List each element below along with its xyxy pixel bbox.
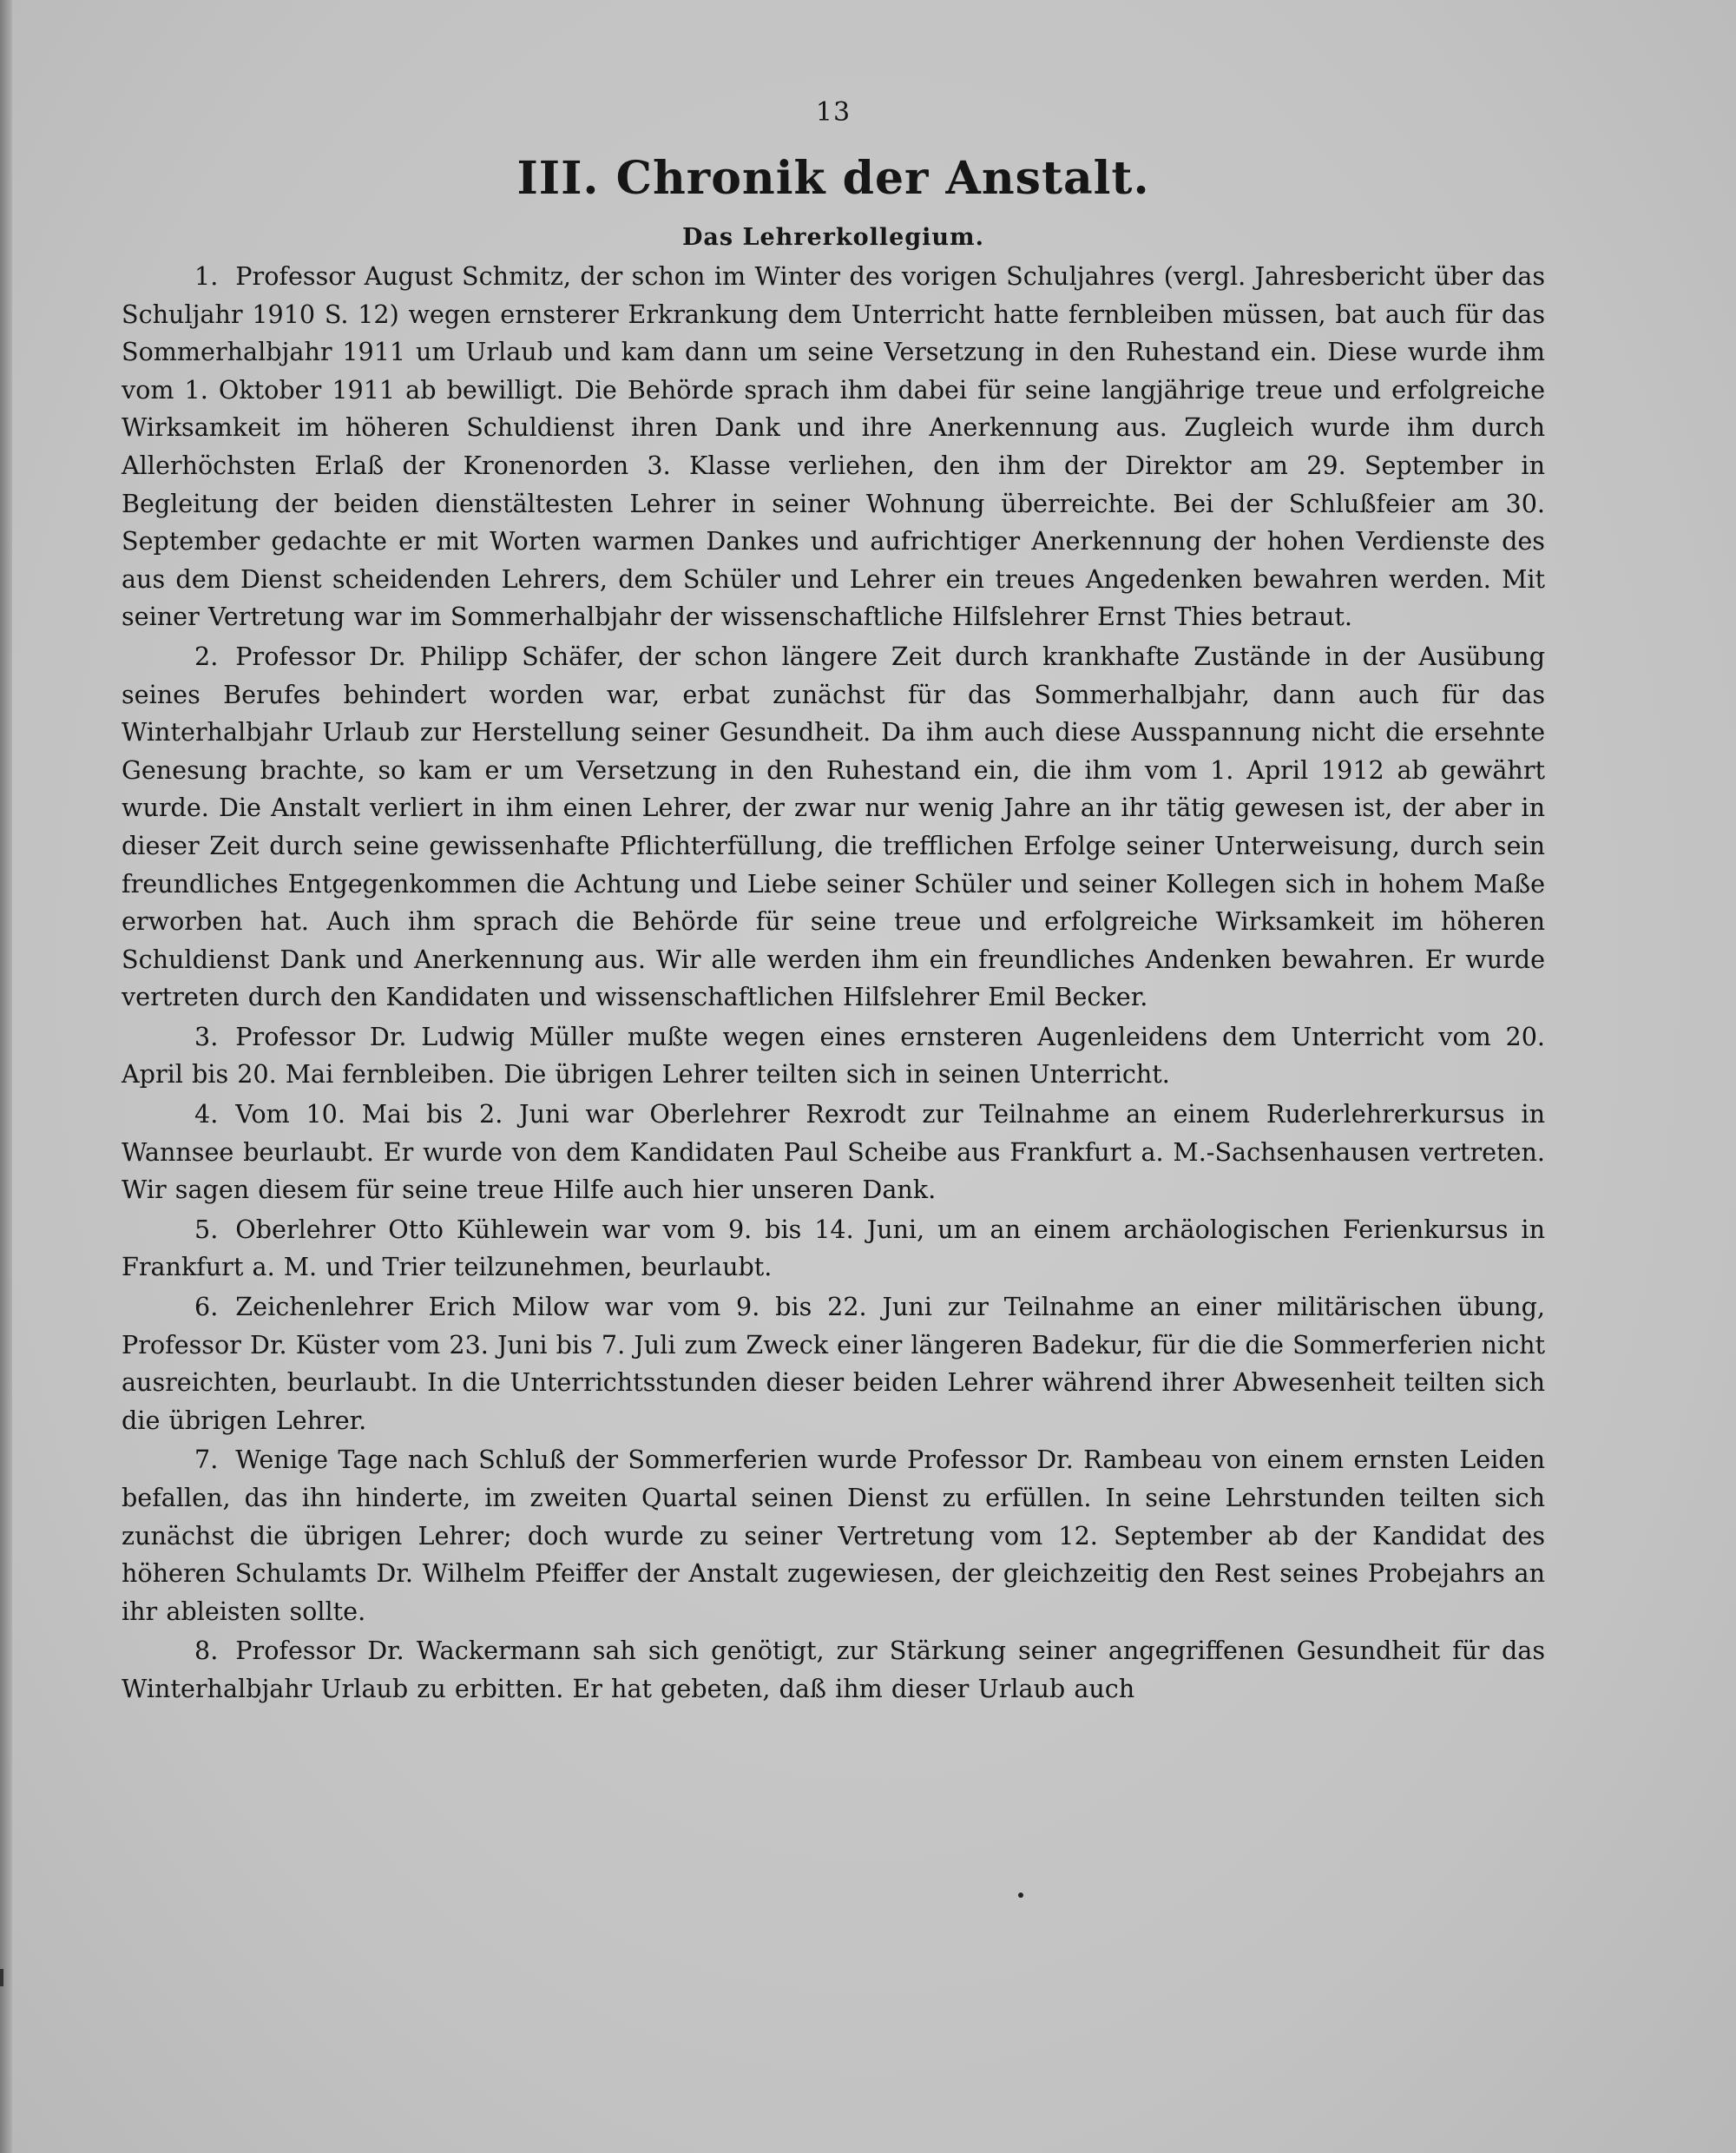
paragraph-text: Professor August Schmitz, der schon im Winter des vorigen Schuljahres (vergl. Jahresbericht über das Schuljahr 1910 S. 12) wegen ernsterer Erkrankung dem Unterricht hatte fernbleiben müssen, bat auch für das Sommerhalbjahr 1911 um Urlaub und kam dann um seine Versetzung in den Ruhestand ein. Diese wurde ihm vom 1. Oktober 1911 ab bewilligt. Die Behörde sprach ihm dabei für seine langjährige treue und erfolgreiche Wirksamkeit im höheren Schuldienst ihren Dank und ihre Anerkennung aus. Zugleich wurde ihm durch Allerhöchsten Erlaß der Kronenorden 3. Klasse verliehen, den ihm der Direktor am 29. September in Begleitung der beiden dienstältesten Lehrer in seiner Wohnung überreichte. Bei der Schlußfeier am 30. September gedachte er mit Worten warmen Dankes und aufrichtiger Anerkennung der hohen Verdienste des aus dem Dienst scheidenden Lehrers, dem Schüler und Lehrer ein treues Angedenken bewahren werden. Mit seiner Vertretung war im Sommerhalbjahr der wissenschaftliche Hilfslehrer Ernst Thies betraut. xyxy=(122,261,1545,632)
edge-mark xyxy=(0,1969,3,1986)
paragraph-text: Professor Dr. Philipp Schäfer, der schon längere Zeit durch krankhafte Zustände in der Ausübung seines Berufes behindert worden war, erbat zunächst für das Sommerhalbjahr, dann auch für das Winterhalbjahr Urlaub zur Herstellung seiner Gesundheit. Da ihm auch diese Ausspannung nicht die ersehnte Genesung brachte, so kam er um Versetzung in den Ruhestand ein, die ihm vom 1. April 1912 ab gewährt wurde. Die Anstalt verliert in ihm einen Lehrer, der zwar nur wenig Jahre an ihr tätig gewesen ist, der aber in dieser Zeit durch seine gewissenhafte Pflichterfüllung, die trefflichen Erfolge seiner Unterweisung, durch sein freundliches Entgegenkommen die Achtung und Liebe seiner Schüler und seiner Kollegen sich in hohem Maße erworben hat. Auch ihm sprach die Behörde für seine treue und erfolgreiche Wirksamkeit im höheren Schuldienst Dank und Anerkennung aus. Wir alle werden ihm ein freundliches Andenken bewahren. Er wurde vertreten durch den Kandidaten und wissenschaftlichen Hilfslehrer Emil Becker. xyxy=(122,641,1545,1012)
paragraph-6 xyxy=(122,1288,1545,1439)
paragraph-number: 3. xyxy=(194,1021,219,1051)
paragraph-text: Zeichenlehrer Erich Milow war vom 9. bis 22. Juni zur Teilnahme an einer militärischen übung, Professor Dr. Küster vom 23. Juni bis 7. Juli zum Zweck einer längeren Badekur, für die die Sommerferien nicht ausreichten, beurlaubt. In die Unterrichtsstunden dieser beiden Lehrer während ihrer Abwesenheit teilten sich die übrigen Lehrer. xyxy=(122,1292,1545,1435)
paragraph-number: 5. xyxy=(194,1214,219,1244)
page-number: 13 xyxy=(815,97,852,128)
print-speck xyxy=(1018,1893,1023,1898)
paragraph-text: Wenige Tage nach Schluß der Sommerferien wurde Professor Dr. Rambeau von einem ernsten Leiden befallen, das ihn hinderte, im zweiten Quartal seinen Dienst zu erfüllen. In seine Lehrstunden teilten sich zunächst die übrigen Lehrer; doch wurde zu seiner Vertretung vom 12. September ab der Kandidat des höheren Schulamts Dr. Wilhelm Pfeiffer der Anstalt zugewiesen, der gleichzeitig den Rest seines Probejahrs an ihr ableisten sollte. xyxy=(122,1445,1545,1626)
paragraph-number: 2. xyxy=(194,641,219,671)
paragraph-number: 6. xyxy=(194,1292,219,1322)
paragraph-2 xyxy=(122,638,1545,1017)
paragraph-3 xyxy=(122,1018,1545,1094)
paragraph-text: Vom 10. Mai bis 2. Juni war Oberlehrer Rexrodt zur Teilnahme an einem Ruderlehrerkursus in Wannsee beurlaubt. Er wurde von dem Kandidaten Paul Scheibe aus Frankfurt a. M.-Sachsenhausen vertreten. Wir sagen diesem für seine treue Hilfe auch hier unseren Dank. xyxy=(122,1099,1545,1205)
paragraph-1 xyxy=(122,258,1545,636)
paragraph-4 xyxy=(122,1096,1545,1209)
page-binding-edge xyxy=(0,0,12,2153)
paragraph-5 xyxy=(122,1211,1545,1287)
paragraph-text: Oberlehrer Otto Kühlewein war vom 9. bis 14. Juni, um an einem archäologischen Ferienkursus in Frankfurt a. M. und Trier teilzunehmen, beurlaubt. xyxy=(122,1214,1545,1282)
paragraph-8 xyxy=(122,1632,1545,1708)
paragraph-7 xyxy=(122,1441,1545,1630)
section-title: Das Lehrerkollegium. xyxy=(681,224,985,251)
paragraph-number: 1. xyxy=(194,261,219,291)
chapter-title: III. Chronik der Anstalt. xyxy=(516,152,1150,205)
page-content xyxy=(122,97,1545,1710)
paragraph-number: 7. xyxy=(194,1445,219,1475)
paragraph-text: Professor Dr. Ludwig Müller mußte wegen eines ernsteren Augenleidens dem Unterricht vom 20. April bis 20. Mai fernbleiben. Die übrigen Lehrer teilten sich in seinen Unterricht. xyxy=(122,1021,1545,1090)
paragraph-text: Professor Dr. Wackermann sah sich genötigt, zur Stärkung seiner angegriffenen Gesundheit für das Winterhalbjahr Urlaub zu erbitten. Er hat gebeten, daß ihm dieser Urlaub auch xyxy=(122,1636,1545,1703)
paragraph-number: 8. xyxy=(194,1636,219,1666)
paragraph-number: 4. xyxy=(194,1099,219,1129)
